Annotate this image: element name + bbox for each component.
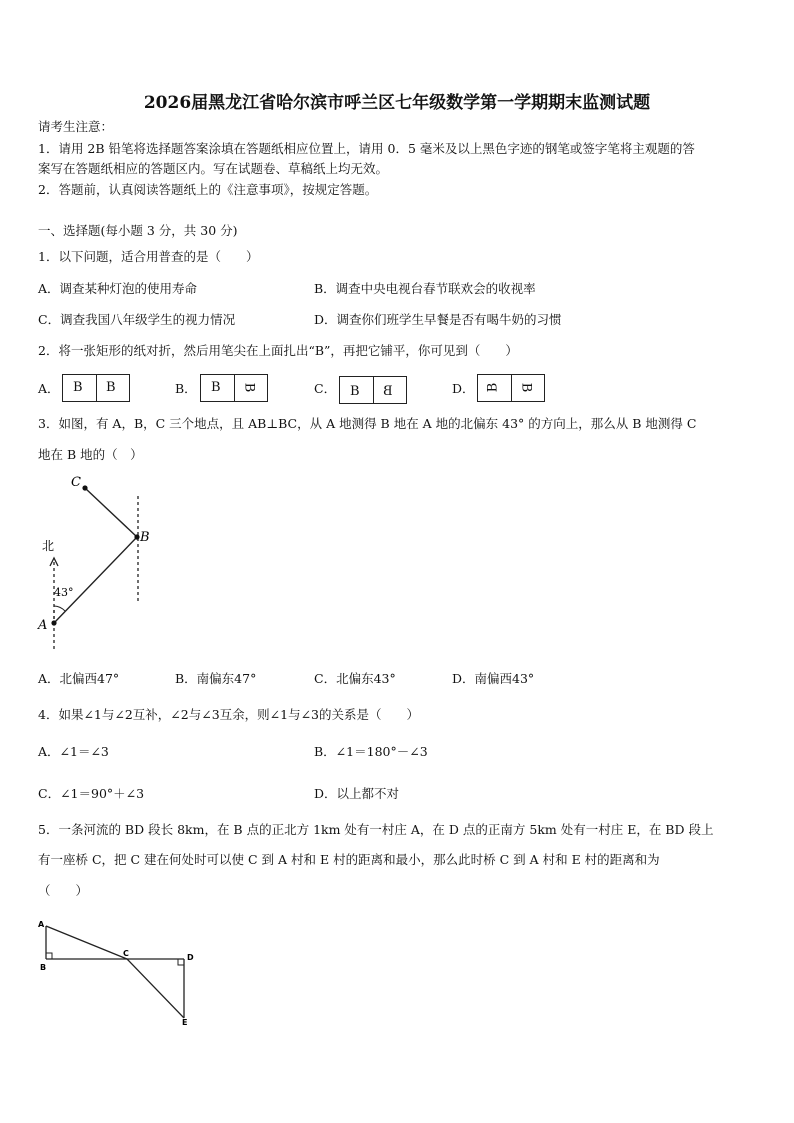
figure-letter: B: [73, 380, 83, 395]
q1-option-a: A．调查某种灯泡的使用寿命: [38, 281, 198, 296]
q2-label-b: B．: [175, 381, 197, 396]
q4-option-b: B．∠1＝180°－∠3: [314, 744, 428, 759]
figure-letter-mirrored: B: [383, 384, 393, 399]
right-angle-mark-d: [178, 959, 184, 965]
q1-option-b: B．调查中央电视台春节联欢会的收视率: [314, 281, 536, 296]
point-c: [82, 485, 87, 490]
segment-ab: [54, 537, 137, 623]
q3-option-a: A．北偏西47°: [38, 671, 120, 686]
label-c: C: [123, 949, 129, 958]
figure-letter-rotated: B: [241, 382, 257, 393]
point-a: [51, 620, 56, 625]
page-title: 2026届黑龙江省哈尔滨市呼兰区七年级数学第一学期期末监测试题: [143, 93, 651, 113]
figure-letter: B: [350, 384, 360, 399]
q4-option-a: A．∠1＝∠3: [38, 744, 109, 759]
q1-option-c: C．调查我国八年级学生的视力情况: [38, 312, 236, 327]
q2-label-d: D．: [452, 381, 475, 396]
label-angle: 43°: [54, 586, 74, 599]
label-a: A: [38, 618, 48, 633]
right-angle-mark-b: [46, 953, 52, 959]
figure-letter-rotated: B: [485, 382, 501, 393]
figure-letter: B: [211, 380, 221, 395]
label-a: A: [38, 920, 45, 929]
q5-stem-line-2: 有一座桥 C，把 C 建在何处时可以使 C 到 A 村和 E 村的距离和最小，那么此时桥 C 到 A 村和 E 村的距离和为: [38, 852, 660, 867]
notice-heading: 请考生注意：: [38, 119, 114, 134]
q3-stem-line-2: 地在 B 地的（ ）: [38, 447, 143, 462]
point-b: [134, 534, 139, 539]
q2-stem: 2．将一张矩形的纸对折，然后用笔尖在上面扎出“B”，再把它铺平，你可见到（ ）: [38, 343, 518, 358]
q3-option-c: C．北偏东43°: [314, 671, 396, 686]
notice-line-1b: 案写在答题纸相应的答题区内。写在试题卷、草稿纸上均无效。: [38, 161, 389, 176]
notice-line-1: 1．请用 2B 铅笔将选择题答案涂填在答题纸相应位置上，请用 0．5 毫米及以上黑色字迹的钢笔或签字笔将主观题的答: [38, 141, 695, 156]
label-b: B: [40, 963, 47, 972]
figure-letter-rotated: B: [518, 382, 534, 393]
q1-option-d: D．调查你们班学生早餐是否有喝牛奶的习惯: [314, 312, 562, 327]
q3-option-b: B．南偏东47°: [175, 671, 257, 686]
q2-option-c-figure: [339, 376, 407, 404]
segment-ac: [46, 926, 127, 959]
q5-stem-line-1: 5．一条河流的 BD 段长 8km，在 B 点的正北方 1km 处有一村庄 A，在 D 点的正南方 5km 处有一村庄 E，在 BD 段上: [38, 822, 714, 837]
label-e: E: [182, 1018, 188, 1026]
q4-option-c: C．∠1＝90°＋∠3: [38, 786, 145, 801]
q2-option-b-figure: [200, 374, 268, 402]
q1-stem: 1．以下问题，适合用普查的是（ ）: [38, 249, 259, 264]
label-north: 北: [42, 539, 55, 553]
notice-line-2: 2．答题前，认真阅读答题纸上的《注意事项》，按规定答题。: [38, 182, 378, 197]
q5-stem-line-3: （ ）: [38, 883, 89, 898]
q4-stem: 4．如果∠1与∠2互补，∠2与∠3互余，则∠1与∠3的关系是（ ）: [38, 707, 420, 722]
figure-letter: B: [106, 380, 116, 395]
label-b: B: [140, 530, 150, 545]
angle-arc: [54, 606, 65, 611]
section-heading: 一、选择题(每小题 3 分，共 30 分): [38, 223, 238, 238]
q3-direction-figure: [30, 470, 170, 655]
segment-bc: [85, 488, 137, 537]
q2-option-d-figure: [477, 374, 545, 402]
q3-stem-line-1: 3．如图，有 A，B，C 三个地点，且 AB⊥BC，从 A 地测得 B 地在 A 地的北偏东 43° 的方向上，那么从 B 地测得 C: [38, 416, 697, 431]
q2-label-a: A．: [38, 381, 60, 396]
q5-bridge-figure: [32, 914, 202, 1026]
label-d: D: [187, 953, 194, 962]
q2-label-c: C．: [314, 381, 337, 396]
q3-option-d: D．南偏西43°: [452, 671, 535, 686]
q2-option-a-figure: [62, 374, 130, 402]
segment-ce: [127, 959, 184, 1018]
label-c: C: [71, 475, 81, 490]
q4-option-d: D．以上都不对: [314, 786, 400, 801]
